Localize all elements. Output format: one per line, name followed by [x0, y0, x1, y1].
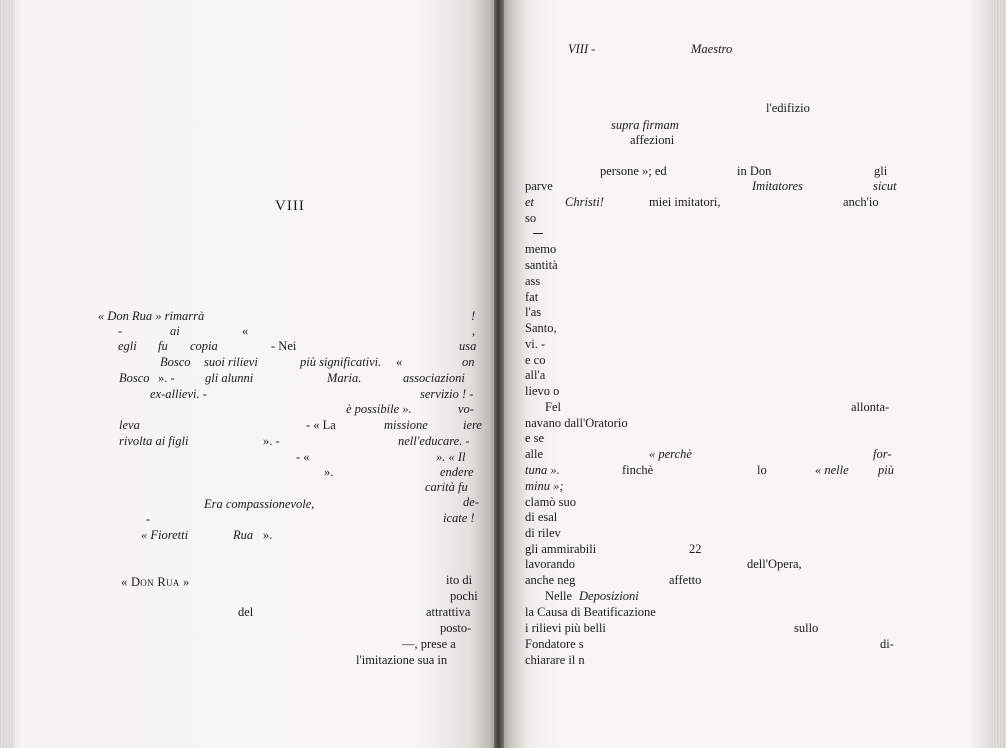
text-line: più significativi.: [300, 355, 382, 369]
text-line: -: [118, 324, 123, 338]
text-line: ». -: [263, 434, 280, 448]
right-page-edge: [992, 0, 1006, 748]
text-line: « nelle: [815, 463, 849, 477]
text-line: nell'educare. -: [398, 434, 470, 448]
text-line: parve: [525, 179, 553, 193]
text-line: i rilievi più belli: [525, 621, 606, 635]
text-line: missione: [384, 418, 428, 432]
text-line: gli ammirabili: [525, 542, 597, 556]
text-line: ».: [324, 465, 334, 479]
text-line: vo-: [458, 402, 474, 416]
dash-rule: [533, 233, 543, 234]
text-line: Era compassionevole,: [204, 497, 315, 511]
text-line: e co: [525, 353, 546, 367]
text-line: in Don: [737, 164, 772, 178]
text-line: for-: [873, 447, 892, 461]
text-line: « Don Rua »: [121, 575, 190, 589]
text-line: santità: [525, 258, 558, 272]
text-line: ito di: [446, 573, 473, 587]
text-line: ,: [472, 324, 476, 338]
text-line: Imitatores: [752, 179, 803, 193]
text-line: gli: [874, 164, 888, 178]
text-line: lo: [757, 463, 767, 477]
text-line: Bosco: [160, 355, 191, 369]
right-page: [498, 0, 1006, 748]
text-line: fat: [525, 290, 539, 304]
text-line: gli alunni: [205, 371, 254, 385]
chapter-number: VIII: [275, 198, 305, 214]
text-line: Santo,: [525, 321, 557, 335]
text-line: servizio ! -: [420, 387, 474, 401]
text-line: clamò suo: [525, 495, 577, 509]
text-line: persone »; ed: [600, 164, 667, 178]
text-line: miei imitatori,: [649, 195, 721, 209]
text-line: anche neg: [525, 573, 576, 587]
text-line: carità fu: [425, 480, 468, 494]
text-line: suoi rilievi: [204, 355, 258, 369]
left-page-edge: [0, 0, 14, 748]
text-line: « perchè: [649, 447, 692, 461]
text-line: di esal: [525, 510, 558, 524]
text-line: l'imitazione sua in: [356, 653, 448, 667]
text-line: memo: [525, 242, 557, 256]
text-line: pochi: [450, 589, 478, 603]
text-line: Fondatore s: [525, 637, 584, 651]
text-line: usa: [459, 339, 477, 353]
text-line: all'a: [525, 368, 546, 382]
text-line: ». -: [158, 371, 175, 385]
footnote-number: 22: [689, 542, 702, 556]
text-line: la Causa di Beatificazione: [525, 605, 656, 619]
text-line: del: [238, 605, 254, 619]
text-line: lievo o: [525, 384, 560, 398]
text-line: - «: [296, 450, 310, 464]
text-line: de-: [463, 495, 479, 509]
text-line: -: [146, 512, 151, 526]
text-line: Christi!: [565, 195, 604, 209]
text-line: chiarare il n: [525, 653, 585, 667]
text-line: di-: [880, 637, 894, 651]
text-line: «: [396, 355, 403, 369]
text-line: attrattiva: [426, 605, 471, 619]
text-line: rivolta ai figli: [119, 434, 189, 448]
text-line: so: [525, 211, 537, 225]
text-line: - « La: [306, 418, 336, 432]
text-line: egli: [118, 339, 137, 353]
text-line: Fel: [545, 400, 561, 414]
text-line: - Nei: [271, 339, 297, 353]
text-line: di rilev: [525, 526, 561, 540]
text-line: on: [462, 355, 475, 369]
text-line: navano dall'Oratorio: [525, 416, 628, 430]
text-line: « Don Rua » rimarrà: [98, 309, 205, 323]
running-header-title: Maestro: [691, 42, 733, 56]
text-line: copia: [190, 339, 218, 353]
text-line: ex-allievi. -: [150, 387, 207, 401]
text-line: anch'io: [843, 195, 879, 209]
text-line: e se: [525, 431, 545, 445]
text-line: ass: [525, 274, 541, 288]
text-line: sullo: [794, 621, 819, 635]
text-line: endere: [440, 465, 474, 479]
text-line: « Fioretti: [141, 528, 189, 542]
text-line: tuna ».: [525, 463, 560, 477]
text-line: Deposizioni: [579, 589, 639, 603]
text-line: supra firmam: [611, 118, 679, 132]
text-line: alle: [525, 447, 544, 461]
text-line: —, prese a: [402, 637, 456, 651]
text-line: allonta-: [851, 400, 890, 414]
text-line: «: [242, 324, 249, 338]
text-line: leva: [119, 418, 140, 432]
running-header: VIII -: [568, 42, 596, 56]
text-line: vi. -: [525, 337, 546, 351]
text-line: Bosco: [119, 371, 150, 385]
text-line: affetto: [669, 573, 702, 587]
text-line: icate !: [443, 511, 475, 525]
text-line: !: [471, 309, 476, 323]
text-line: ». « Il: [436, 450, 466, 464]
text-line: posto-: [440, 621, 472, 635]
text-line: fu: [158, 339, 168, 353]
book-gutter: [494, 0, 504, 748]
text-line: più: [878, 463, 894, 477]
text-line: è possibile ».: [346, 402, 412, 416]
text-line: et: [525, 195, 535, 209]
text-line: l'edifizio: [766, 101, 810, 115]
text-line: ai: [170, 324, 180, 338]
text-line: Maria.: [327, 371, 362, 385]
text-line: finchè: [622, 463, 654, 477]
text-line: sicut: [873, 179, 897, 193]
text-line: lavorando: [525, 557, 575, 571]
text-line: iere: [463, 418, 482, 432]
text-line: ».: [263, 528, 273, 542]
text-line: Nelle: [545, 589, 573, 603]
text-line: l'as: [525, 305, 542, 319]
text-line: minu »;: [525, 479, 564, 493]
text-line: Rua: [233, 528, 254, 542]
text-line: associazioni: [403, 371, 465, 385]
text-line: dell'Opera,: [747, 557, 802, 571]
text-line: affezioni: [630, 133, 675, 147]
